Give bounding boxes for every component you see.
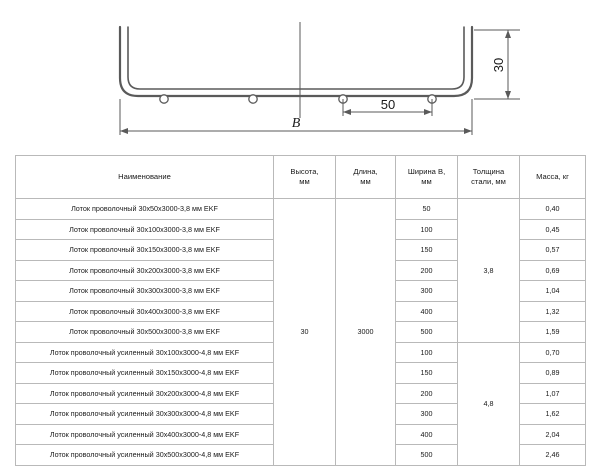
cell-width: 200: [396, 383, 458, 404]
header-thickness-line1: Толщина: [472, 166, 505, 176]
header-width: [396, 156, 458, 199]
header-length-line2: мм: [360, 177, 371, 186]
cell-mass: 1,62: [520, 404, 586, 425]
cell-name: Лоток проволочный усиленный 30x300x3000-4,8 мм EKF: [16, 404, 274, 425]
header-width-line2: мм: [421, 177, 432, 186]
width-dimension-label: B: [291, 116, 301, 131]
table-header-row: [16, 156, 586, 199]
cell-name: Лоток проволочный 30x400x3000-3,8 мм EKF: [16, 301, 274, 322]
cell-width: 500: [396, 322, 458, 343]
cell-name: Лоток проволочный 30x150x3000-3,8 мм EKF: [16, 240, 274, 261]
cell-name: Лоток проволочный усиленный 30x150x3000-4,8 мм EKF: [16, 363, 274, 384]
cell-height-merged: 30: [274, 199, 336, 466]
cell-mass: 1,07: [520, 383, 586, 404]
cell-mass: 2,04: [520, 424, 586, 445]
cell-width: 50: [396, 199, 458, 220]
cell-mass: 0,40: [520, 199, 586, 220]
header-height: [274, 156, 336, 199]
header-thickness: [458, 156, 520, 199]
cell-mass: 2,46: [520, 445, 586, 466]
cell-name: Лоток проволочный усиленный 30x100x3000-4,8 мм EKF: [16, 342, 274, 363]
cell-name: Лоток проволочный 30x50x3000-3,8 мм EKF: [16, 199, 274, 220]
header-length: [336, 156, 396, 199]
cell-width: 300: [396, 404, 458, 425]
cell-width: 400: [396, 301, 458, 322]
cell-mass: 0,89: [520, 363, 586, 384]
pitch-dimension-label: 50: [380, 97, 396, 112]
cell-width: 100: [396, 342, 458, 363]
header-length-line1: Длина,: [353, 166, 378, 176]
cell-name: Лоток проволочный усиленный 30x500x3000-4,8 мм EKF: [16, 445, 274, 466]
cell-mass: 0,45: [520, 219, 586, 240]
cell-thickness-merged-2: 4,8: [458, 342, 520, 465]
header-height-line1: Высота,: [290, 166, 319, 176]
table-row: [16, 199, 586, 220]
header-mass-line1: Масса, кг: [536, 171, 569, 181]
cell-mass: 0,57: [520, 240, 586, 261]
tray-profile: [120, 27, 472, 96]
cell-name: Лоток проволочный 30x200x3000-3,8 мм EKF: [16, 260, 274, 281]
cell-mass: 1,59: [520, 322, 586, 343]
cell-thickness-merged-1: 3,8: [458, 199, 520, 343]
table-head: [16, 156, 586, 199]
cell-width: 100: [396, 219, 458, 240]
cell-name: Лоток проволочный усиленный 30x200x3000-4,8 мм EKF: [16, 383, 274, 404]
header-width-line1: Ширина B,: [407, 166, 446, 176]
cell-name: Лоток проволочный 30x500x3000-3,8 мм EKF: [16, 322, 274, 343]
header-height-line2: мм: [299, 177, 310, 186]
header-name-line1: Наименование: [118, 171, 171, 181]
cell-width: 400: [396, 424, 458, 445]
height-dimension-label: 30: [491, 57, 506, 73]
cell-mass: 1,32: [520, 301, 586, 322]
cell-width: 150: [396, 363, 458, 384]
cell-width: 300: [396, 281, 458, 302]
table-body: [16, 199, 586, 466]
header-thickness-line2: стали, мм: [471, 177, 506, 186]
header-name: [16, 156, 274, 199]
cell-name: Лоток проволочный 30x300x3000-3,8 мм EKF: [16, 281, 274, 302]
cell-width: 150: [396, 240, 458, 261]
cell-mass: 0,69: [520, 260, 586, 281]
header-mass: [520, 156, 586, 199]
cell-mass: 1,04: [520, 281, 586, 302]
tray-cross-section-diagram: [0, 0, 600, 155]
specification-table: [15, 155, 586, 466]
cell-width: 200: [396, 260, 458, 281]
cell-mass: 0,70: [520, 342, 586, 363]
tray-profile-inner: [128, 27, 464, 89]
cell-name: Лоток проволочный усиленный 30x400x3000-4,8 мм EKF: [16, 424, 274, 445]
cell-length-merged: 3000: [336, 199, 396, 466]
cell-width: 500: [396, 445, 458, 466]
cell-name: Лоток проволочный 30x100x3000-3,8 мм EKF: [16, 219, 274, 240]
diagram-svg: [0, 0, 600, 155]
